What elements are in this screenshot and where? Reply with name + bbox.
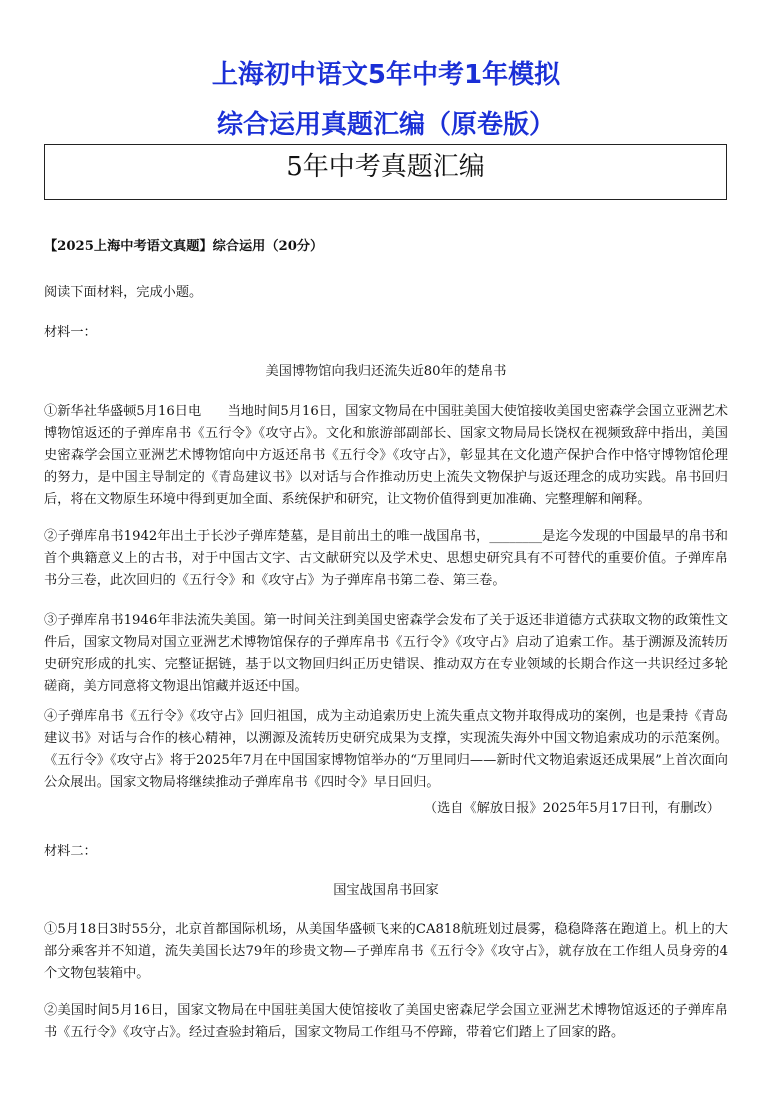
material1-title: 美国博物馆向我归还流失近80年的楚帛书 (265, 364, 507, 379)
material1-paragraph-4: ④子弹库帛书《五行令》《攻守占》回归祖国，成为主动追索历史上流失重点文物并取得成功的案例，也是秉持《青岛建议书》对话与合作的核心精神，以溯源及流转历史研究成果为支撑，实现流失海外中国文物追索成功的示范案例。《五行令》《攻守占》将于2025年7月在中国国家博物馆举办的“万里同归——新时代文物追索返还成果展”上首次面向公众展出。国家文物局将继续推动子弹库帛书《四时令》早日回归。 (44, 709, 728, 790)
material1-paragraph-1: ①新华社华盛顿5月16日电 当地时间5月16日，国家文物局在中国驻美国大使馆接收美国史密森学会国立亚洲艺术博物馆返还的子弹库帛书《五行令》《攻守占》。文化和旅游部副部长、国家文物局局长饶权在视频致辞中指出，美国史密森学会国立亚洲艺术博物馆向中方返还帛书《五行令》《攻守占》，彰显其在文化遗产保护合作中恪守博物馆伦理的努力，是中国主导制定的《青岛建议书》以对话与合作推动历史上流失文物保护与返还理念的成功实践。帛书回归后，将在文物原生环境中得到更加全面、系统保护和研究，让文物价值得到更加准确、完整理解和阐释。 (44, 404, 728, 507)
instruction-text: 阅读下面材料，完成小题。 (44, 285, 203, 300)
document-title-line1: 上海初中语文5年中考1年模拟 (211, 60, 561, 90)
material1-label: 材料一： (44, 325, 97, 340)
question-heading: 【2025上海中考语文真题】综合运用（20分） (44, 239, 324, 254)
material2-paragraph-1: ①5月18日3时55分，北京首都国际机场，从美国华盛顿飞来的CA818航班划过晨雾，稳稳降落在跑道上。机上的大部分乘客并不知道，流失美国长达79年的珍贵文物—子弹库帛书《五行令》《攻守占》，就存放在工作组人员身旁的4个文物包装箱中。 (44, 922, 728, 981)
material2-title: 国宝战国帛书回家 (333, 883, 439, 898)
material1-source: （选自《解放日报》2025年5月17日刊，有删改） (423, 801, 720, 816)
material2-label: 材料二： (44, 844, 97, 859)
material1-paragraph-3: ③子弹库帛书1946年非法流失美国。第一时间关注到美国史密森学会发布了关于返还非道德方式获取文物的政策性文件后，国家文物局对国立亚洲艺术博物馆保存的子弹库帛书《五行令》《攻守占》启动了追索工作。基于溯源及流转历史研究形成的扎实、完整证据链，基于以文物回归纠正历史错误、推动双方在专业领域的长期合作这一共识经过多轮磋商，美方同意将文物退出馆藏并返还中国。 (44, 613, 728, 694)
document-title-line2: 综合运用真题汇编（原卷版） (216, 110, 555, 140)
boxed-section-title: 5年中考真题汇编 (44, 144, 727, 200)
material1-paragraph-2: ②子弹库帛书1942年出土于长沙子弹库楚墓，是目前出土的唯一战国帛书，________是迄今发现的中国最早的帛书和首个典籍意义上的古书，对于中国古文字、古文献研究以及学术史、思想史研究具有不可替代的重要价值。子弹库帛书分三卷，此次回归的《五行令》和《攻守占》为子弹库帛书第二卷、第三卷。 (44, 529, 728, 588)
material2-paragraph-2: ②美国时间5月16日，国家文物局在中国驻美国大使馆接收了美国史密森尼学会国立亚洲艺术博物馆返还的子弹库帛书《五行令》《攻守占》。经过查验封箱后，国家文物局工作组马不停蹄，带着它们踏上了回家的路。 (44, 1003, 728, 1040)
